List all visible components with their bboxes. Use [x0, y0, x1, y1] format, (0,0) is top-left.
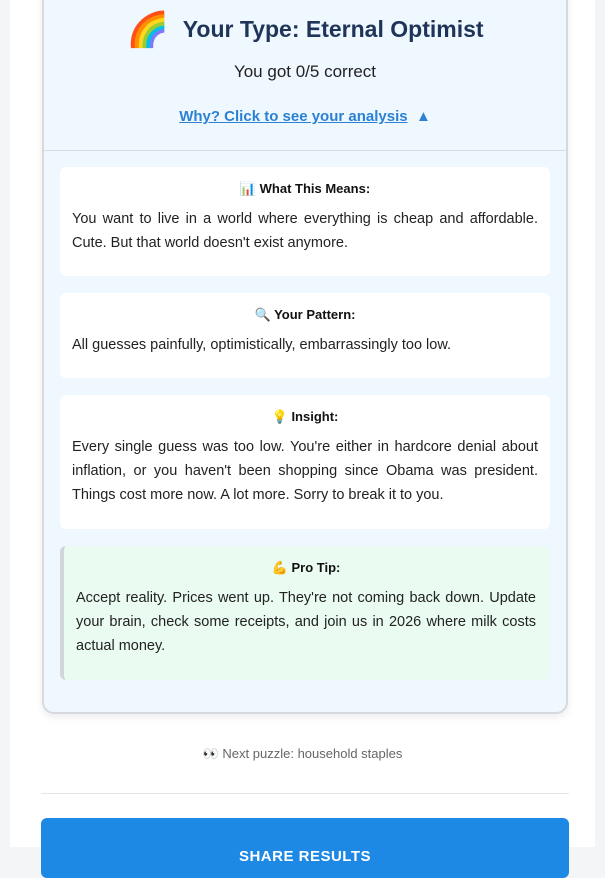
section-text: Accept reality. Prices went up. They're not coming back down. Update your brain, check some receipts, and join us in 2026 where milk costs actual money. — [76, 590, 536, 654]
section-what-this-means — [60, 167, 550, 276]
section-heading — [72, 409, 538, 425]
divider — [44, 150, 566, 151]
section-pro-tip — [60, 546, 550, 680]
heading-text: What This Means: — [259, 181, 371, 196]
section-heading — [72, 181, 538, 197]
chevron-up-icon[interactable]: ▲ — [415, 108, 431, 125]
section-heading — [72, 307, 538, 323]
result-card — [42, 0, 568, 714]
page — [10, 0, 595, 865]
section-text: Every single guess was too low. You're either in hardcore denial about inflation, or you haven't been shopping since Obama was president. Things cost more now. A lot more. Sorry to break it to you. — [72, 439, 538, 503]
divider — [41, 793, 569, 794]
result-type-label: Your Type: Eternal Optimist — [182, 16, 484, 42]
next-puzzle-text: Next puzzle: household staples — [222, 746, 403, 761]
result-title — [44, 10, 566, 50]
section-insight — [60, 395, 550, 529]
section-your-pattern — [60, 293, 550, 378]
section-text: You want to live in a world where everything is cheap and affordable. Cute. But that world doesn't exist anymore. — [72, 211, 538, 251]
chart-icon: 📊 — [239, 181, 257, 196]
rainbow-icon: 🌈 — [126, 11, 169, 49]
analysis-toggle-link[interactable] — [44, 108, 566, 125]
share-results-button[interactable]: SHARE RESULTS — [41, 818, 569, 878]
eyes-icon: 👀 — [202, 746, 219, 761]
section-heading — [76, 560, 536, 576]
heading-text: Pro Tip: — [291, 560, 341, 575]
magnifier-icon: 🔍 — [254, 307, 271, 322]
heading-text: Your Pattern: — [274, 307, 356, 322]
heading-text: Insight: — [291, 409, 339, 424]
lightbulb-icon: 💡 — [271, 409, 288, 424]
next-puzzle-note — [10, 746, 595, 762]
section-text: All guesses painfully, optimistically, embarrassingly too low. — [72, 337, 452, 353]
score-text: You got 0/5 correct — [233, 62, 377, 81]
flexed-biceps-icon: 💪 — [271, 560, 288, 575]
analysis-link-text[interactable]: Why? Click to see your analysis — [179, 108, 408, 125]
